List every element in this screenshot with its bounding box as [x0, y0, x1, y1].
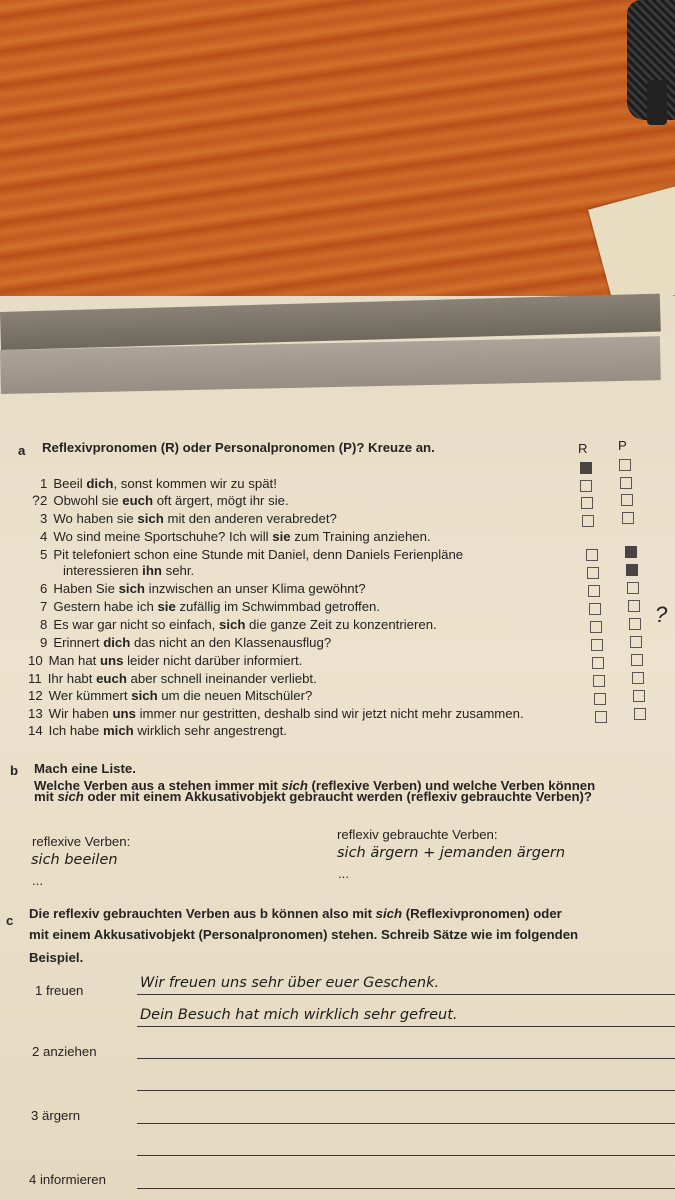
row-label-anziehen: 2 anziehen: [32, 1044, 97, 1059]
checkbox-r[interactable]: [586, 549, 598, 561]
item-pronoun: euch: [96, 671, 127, 686]
exercise-item: [40, 493, 289, 508]
section-c-text-1: Die reflexiv gebrauchten Verben aus b können also mit sich (Reflexivpronomen) oder: [29, 906, 562, 921]
column-r-header: R: [578, 441, 588, 456]
checkbox-p[interactable]: [629, 618, 641, 630]
checkbox-r[interactable]: [593, 675, 605, 687]
item-number: 10: [28, 653, 43, 668]
exercise-item: [40, 547, 463, 562]
item-pronoun: dich: [103, 635, 131, 650]
checkbox-r[interactable]: [590, 621, 602, 633]
checkbox-p[interactable]: [625, 546, 637, 558]
checkbox-p[interactable]: [619, 459, 631, 471]
section-c-text-3: Beispiel.: [29, 950, 84, 965]
item-text-end: aber schnell ineinander verliebt.: [126, 671, 317, 686]
column-p-header: P: [618, 438, 627, 453]
item-number: 9: [40, 635, 48, 650]
item-number: 1: [40, 476, 48, 491]
item-number: 3: [40, 511, 48, 526]
item-text-end: inzwischen an unser Klima gewöhnt?: [144, 581, 366, 596]
item-text: Haben Sie: [53, 581, 119, 596]
item-pronoun: euch: [122, 493, 154, 508]
item-pronoun: uns: [112, 706, 136, 721]
item-text: Wo sind meine Sportschuhe? Ich will: [53, 529, 273, 544]
checkbox-p[interactable]: [621, 494, 633, 506]
reflexiv-gebrauchte-example: sich ärgern + jemanden ärgern: [337, 845, 566, 861]
item-pronoun: mich: [102, 723, 134, 738]
reflexive-verbs-label: reflexive Verben:: [32, 834, 131, 849]
item-text-end: zum Training anziehen.: [290, 529, 431, 544]
answer-freuen-1: Wir freuen uns sehr über euer Geschenk.: [140, 975, 440, 991]
exercise-item: [40, 599, 380, 614]
item-text: Obwohl sie: [53, 493, 123, 508]
item-text: Wer kümmert: [48, 688, 132, 703]
item-text-end: sehr.: [161, 563, 195, 578]
item-number: 13: [28, 706, 43, 721]
item-pronoun: dich: [86, 476, 114, 491]
item-pronoun: sich: [137, 511, 164, 526]
section-c-letter: c: [6, 913, 14, 928]
answer-line: [137, 1123, 675, 1124]
item-number: 4: [40, 529, 48, 544]
answer-line: [137, 1188, 675, 1189]
exercise-item: [40, 529, 431, 544]
checkbox-r[interactable]: [581, 497, 593, 509]
section-a-letter: a: [18, 443, 26, 458]
row-label-freuen: 1 freuen: [35, 983, 84, 998]
checkbox-p[interactable]: [633, 690, 645, 702]
checkbox-r[interactable]: [594, 693, 606, 705]
checkbox-p[interactable]: [626, 564, 638, 576]
item-text-end: mit den anderen verabredet?: [163, 511, 337, 526]
item-text: Pit telefoniert schon eine Stunde mit Daniel, denn Daniels Ferienpläne: [53, 547, 464, 562]
exercise-item: [40, 617, 437, 632]
item-text-end: die ganze Zeit zu konzentrieren.: [245, 617, 437, 632]
item-number: 8: [40, 617, 48, 632]
section-b-text-1: Welche Verben aus a stehen immer mit sich (reflexive Verben) und welche Verben können: [34, 778, 596, 793]
answer-line: [137, 1058, 675, 1059]
item-text: Man hat: [48, 653, 100, 668]
checkbox-p[interactable]: [620, 477, 632, 489]
checkbox-p[interactable]: [634, 708, 646, 720]
section-b-letter: b: [10, 763, 19, 778]
section-b-title: Mach eine Liste.: [34, 761, 136, 776]
checkbox-r[interactable]: [589, 603, 601, 615]
checkbox-p[interactable]: [631, 654, 643, 666]
item-number: 12: [28, 688, 43, 703]
checkbox-r[interactable]: [580, 462, 592, 474]
margin-question-mark-right: ?: [655, 602, 668, 627]
section-b-text-2: mit sich oder mit einem Akkusativobjekt gebraucht werden (reflexiv gebrauchte Verben)?: [34, 789, 592, 804]
item-text: interessieren: [63, 563, 143, 578]
checkbox-p[interactable]: [628, 600, 640, 612]
checkbox-r[interactable]: [588, 585, 600, 597]
exercise-item: [28, 688, 312, 703]
checkbox-p[interactable]: [622, 512, 634, 524]
checkbox-r[interactable]: [580, 480, 592, 492]
answer-line: [137, 1090, 675, 1091]
item-text: Wir haben: [48, 706, 113, 721]
item-number: 11: [28, 671, 42, 686]
reflexiv-gebrauchte-ellipsis: ...: [338, 866, 349, 881]
checkbox-r[interactable]: [592, 657, 604, 669]
item-text-end: um die neuen Mitschüler?: [157, 688, 313, 703]
wooden-table: [0, 0, 675, 330]
item-text: Ihr habt: [47, 671, 97, 686]
answer-line: [137, 1155, 675, 1156]
exercise-item: [63, 563, 194, 578]
answer-freuen-2: Dein Besuch hat mich wirklich sehr gefreut.: [140, 1007, 458, 1023]
item-text: Beeil: [53, 476, 87, 491]
reflexive-verbs-example: sich beeilen: [31, 852, 118, 868]
item-text-end: oft ärgert, mögt ihr sie.: [153, 493, 289, 508]
item-text-end: leider nicht darüber informiert.: [123, 653, 303, 668]
item-text: Ich habe: [48, 723, 103, 738]
item-text-end: immer nur gestritten, deshalb sind wir jetzt nicht mehr zusammen.: [135, 706, 524, 721]
section-c-text-2: mit einem Akkusativobjekt (Personalpronomen) stehen. Schreib Sätze wie im folgenden: [29, 927, 579, 942]
margin-question-mark: ?: [32, 492, 40, 508]
checkbox-p[interactable]: [630, 636, 642, 648]
exercise-item: [40, 581, 366, 596]
answer-line: [137, 994, 675, 995]
item-text: Gestern habe ich: [53, 599, 158, 614]
item-number: 6: [40, 581, 48, 596]
checkbox-r[interactable]: [587, 567, 599, 579]
checkbox-r[interactable]: [595, 711, 607, 723]
item-text-end: das nicht an den Klassenausflug?: [130, 635, 332, 650]
exercise-item: [28, 671, 317, 686]
item-pronoun: uns: [100, 653, 124, 668]
reflexiv-gebrauchte-label: reflexiv gebrauchte Verben:: [337, 827, 498, 842]
item-pronoun: sich: [118, 581, 145, 596]
checkbox-r[interactable]: [582, 515, 594, 527]
item-pronoun: sie: [157, 599, 176, 614]
exercise-item: [28, 723, 287, 738]
worksheet-page: [0, 296, 675, 1200]
exercise-item: [28, 706, 524, 721]
answer-line: [137, 1026, 675, 1027]
item-text: Erinnert: [53, 635, 104, 650]
item-text: Wo haben sie: [53, 511, 138, 526]
item-text-end: zufällig im Schwimmbad getroffen.: [175, 599, 381, 614]
checkbox-p[interactable]: [627, 582, 639, 594]
item-text: Es war gar nicht so einfach,: [53, 617, 219, 632]
checkbox-p[interactable]: [632, 672, 644, 684]
item-pronoun: sie: [272, 529, 291, 544]
exercise-item: [40, 635, 331, 650]
item-pronoun: sich: [219, 617, 246, 632]
reflexive-verbs-ellipsis: ...: [32, 873, 43, 888]
exercise-item: [40, 476, 277, 491]
exercise-item: [40, 511, 337, 526]
checkbox-r[interactable]: [591, 639, 603, 651]
section-a-instruction: Reflexivpronomen (R) oder Personalpronomen (P)? Kreuze an.: [42, 440, 435, 455]
row-label-informieren: 4 informieren: [29, 1172, 106, 1187]
item-number: 14: [28, 723, 43, 738]
item-number: 2: [40, 493, 48, 508]
strap-buckle: [647, 80, 667, 125]
item-text-end: wirklich sehr angestrengt.: [133, 723, 287, 738]
item-text-end: , sonst kommen wir zu spät!: [113, 476, 277, 491]
row-label-aergern: 3 ärgern: [31, 1108, 81, 1123]
item-number: 7: [40, 599, 48, 614]
exercise-item: [28, 653, 302, 668]
item-pronoun: sich: [131, 688, 158, 703]
item-pronoun: ihn: [142, 563, 162, 578]
item-number: 5: [40, 547, 48, 562]
